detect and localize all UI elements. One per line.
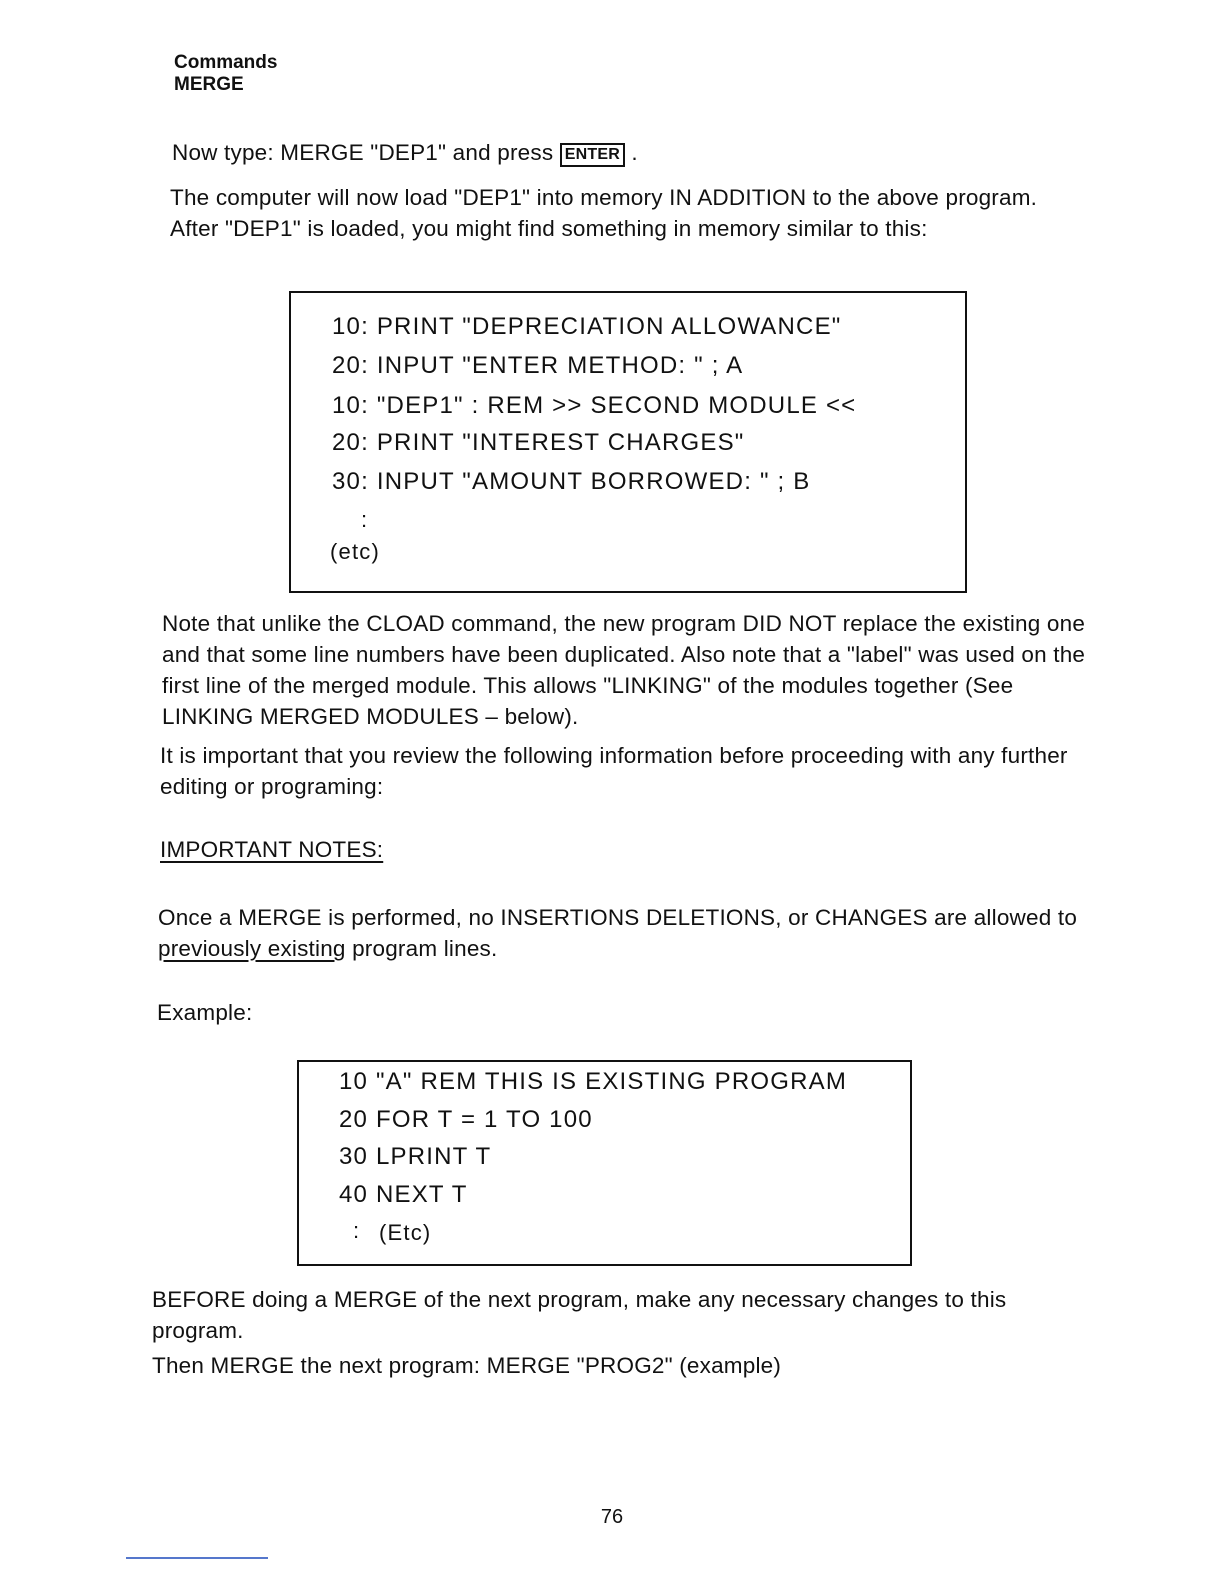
para3-underlined: previously existing [158,936,346,961]
footer-rule [126,1557,268,1559]
listing-ellipsis: : [353,1218,361,1243]
listing-line: 20: PRINT "INTEREST CHARGES" [332,429,745,456]
enter-key: ENTER [560,143,625,167]
listing-line: 10: PRINT "DEPRECIATION ALLOWANCE" [332,313,842,340]
listing-line: 10: "DEP1" : REM >> SECOND MODULE << [332,392,857,419]
para3-start: Once a MERGE is performed, no INSERTIONS DELETIONS, or CHANGES are allowed to [158,905,1078,930]
listing-ellipsis: : [361,507,369,532]
body-paragraph-2-text: It is important that you review the following information before proceeding with any further editing or programing: [160,743,1068,799]
intro-paragraph-text: The computer will now load "DEP1" into memory IN ADDITION to the above program. After "DEP1" is loaded, you might find something in memory similar to this: [170,185,1038,241]
section-label: Commands [174,52,278,73]
listing-line: 10 "A" REM THIS IS EXISTING PROGRAM [339,1068,848,1095]
body-paragraph-5-text: Then MERGE the next program: MERGE "PROG2" (example) [152,1353,782,1378]
body-paragraph-2 [160,740,1084,802]
para3-end: program lines. [352,936,498,961]
listing-line: 30 LPRINT T [339,1143,492,1170]
listing-line: 20: INPUT "ENTER METHOD: " ; A [332,352,744,379]
body-paragraph-4-text: BEFORE doing a MERGE of the next program, make any necessary changes to this program. [152,1287,1007,1343]
existing-program-listing [297,1060,912,1266]
example-label: Example: [157,1000,253,1025]
intro-paragraph [170,182,1088,244]
listing-line: 40 NEXT T [339,1181,468,1208]
now-type-text: Now type: MERGE "DEP1" and press [172,140,554,165]
listing-line: 20 FOR T = 1 TO 100 [339,1106,593,1133]
listing-etc: (Etc) [379,1220,432,1245]
now-type-suffix: . [631,140,638,165]
body-paragraph-3 [158,902,1084,964]
body-paragraph-1-text: Note that unlike the CLOAD command, the new program DID NOT replace the existing one and that some line numbers have been duplicated. Also note that a "label" was used on the first line of the merged module. This allows "LINKING" of the modules together (See LINKING MERGED MODULES – below). [162,611,1086,729]
merged-program-listing [289,291,967,593]
topic-label: MERGE [174,74,244,95]
listing-etc: (etc) [330,539,380,564]
listing-line: 30: INPUT "AMOUNT BORROWED: " ; B [332,468,811,495]
body-paragraph-4 [152,1284,1084,1346]
body-paragraph-1 [162,608,1086,732]
intro-command [172,137,1088,168]
page-number: 76 [600,1506,624,1528]
page-header [174,52,277,96]
body-paragraph-5 [152,1350,1084,1381]
important-notes-heading: IMPORTANT NOTES: [160,837,384,862]
